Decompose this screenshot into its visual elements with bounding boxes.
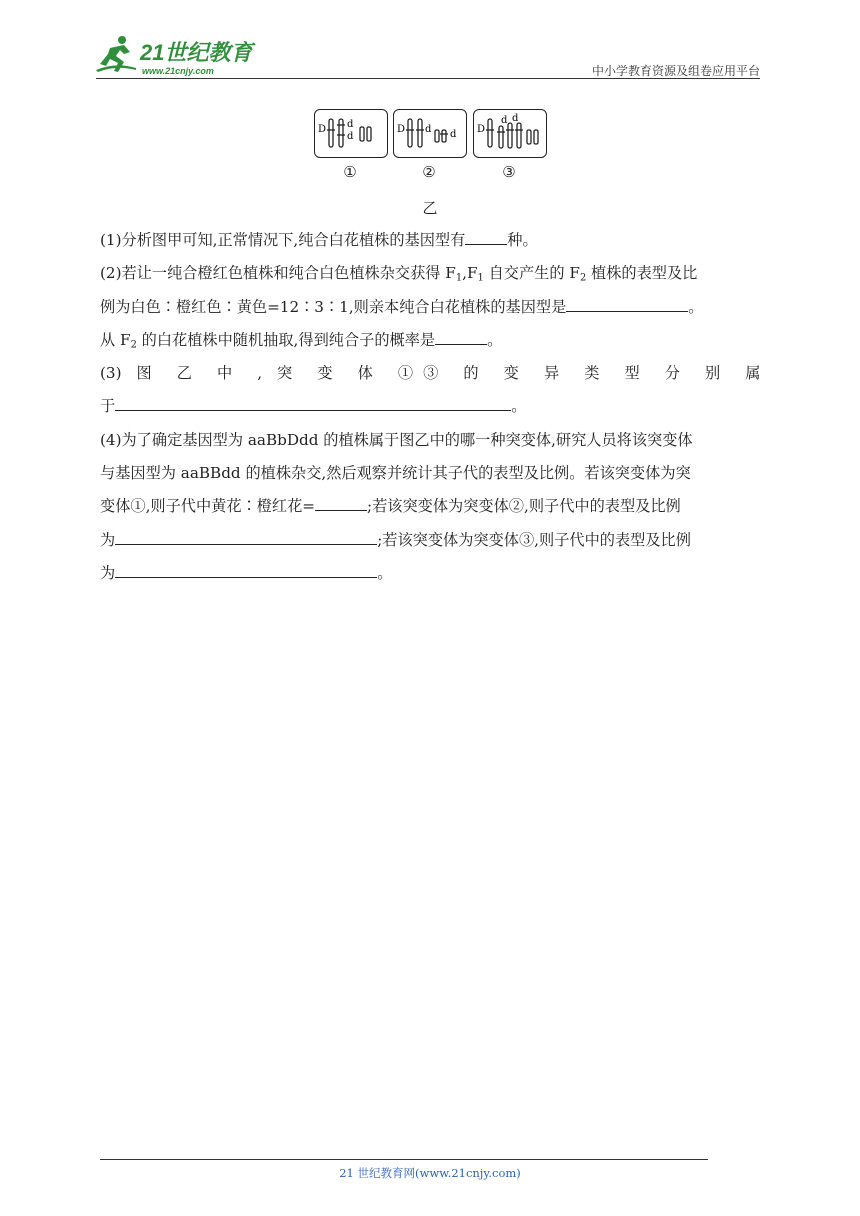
mutant-2-box — [393, 109, 467, 158]
answer-blank-4a[interactable] — [315, 494, 367, 511]
chromosome-diagram-3 — [474, 110, 546, 157]
question-4-line-5: 为 。 — [100, 557, 760, 590]
svg-text:d: d — [450, 129, 457, 140]
question-4-line-3: 变体①,则子代中黄花∶橙红花= ;若该突变体为突变体②,则子代中的表型及比例 — [100, 490, 760, 523]
page-header — [96, 30, 760, 80]
mutant-3-number: ③ — [502, 163, 516, 181]
footer-link[interactable]: 21 世纪教育网(www.21cnjy.com) — [339, 1166, 521, 1180]
question-1: (1)分析图甲可知,正常情况下,纯合白花植株的基因型有 种。 — [100, 224, 760, 257]
svg-text:D: D — [397, 124, 406, 135]
mutant-1-number: ① — [343, 163, 357, 181]
svg-text:d: d — [512, 113, 519, 124]
question-4-line-1: (4)为了确定基因型为 aaBbDdd 的植株属于图乙中的哪一种突变体,研究人员将该突变体 — [100, 430, 693, 449]
figure-yi — [300, 105, 560, 217]
footer-divider — [100, 1159, 708, 1160]
chromosome-diagram-1 — [315, 110, 387, 157]
answer-blank-2b[interactable] — [435, 328, 487, 345]
platform-name: 中小学教育资源及组卷应用平台 — [591, 64, 760, 78]
answer-blank-1[interactable] — [465, 228, 507, 245]
answer-blank-2a[interactable] — [566, 295, 688, 312]
question-3-line-2: 于 。 — [100, 390, 760, 423]
question-4-line-2: 与基因型为 aaBBdd 的植株杂交,然后观察并统计其子代的表型及比例。若该突变体为突 — [100, 464, 691, 483]
logo-21cnjy — [96, 34, 266, 76]
question-2-line-3: 从 $F_2$ 的白花植株中随机抽取,得到纯合子的概率是 。 — [100, 324, 760, 357]
mutant-3-box — [473, 109, 547, 158]
figure-caption: 乙 — [422, 199, 438, 217]
svg-text:D: D — [318, 124, 327, 135]
chromosome-diagram-2 — [394, 110, 466, 157]
answer-blank-4b[interactable] — [115, 528, 377, 545]
answer-blank-4c[interactable] — [115, 561, 377, 578]
mutant-2-number: ② — [422, 163, 436, 181]
question-4-line-4: 为 ;若该突变体为突变体③,则子代中的表型及比例 — [100, 524, 760, 557]
answer-blank-3[interactable] — [115, 395, 511, 412]
question-2-line-1: (2)若让一纯合橙红色植株和纯合白色植株杂交获得 $F_1,F_1$ 自交产生的 $F_2$ 植株的表型及比 — [100, 264, 698, 284]
question-content — [100, 224, 760, 590]
svg-text:www.21cnjy.com: www.21cnjy.com — [142, 66, 214, 76]
svg-text:21世纪教育: 21世纪教育 — [140, 40, 253, 65]
header-divider — [96, 78, 760, 79]
svg-text:d: d — [425, 124, 432, 135]
svg-text:d: d — [347, 119, 354, 130]
question-3-line-1: (3) 图 乙 中 , 突 变 体 ①③ 的 变 异 类 型 分 别 属 — [100, 364, 761, 383]
mutant-1-box — [314, 109, 388, 158]
question-2-line-2: 例为白色∶橙红色∶黄色=12∶3∶1,则亲本纯合白花植株的基因型是 。 — [100, 291, 760, 324]
svg-text:d: d — [501, 115, 508, 126]
svg-text:d: d — [347, 131, 354, 142]
svg-text:D: D — [477, 124, 486, 135]
